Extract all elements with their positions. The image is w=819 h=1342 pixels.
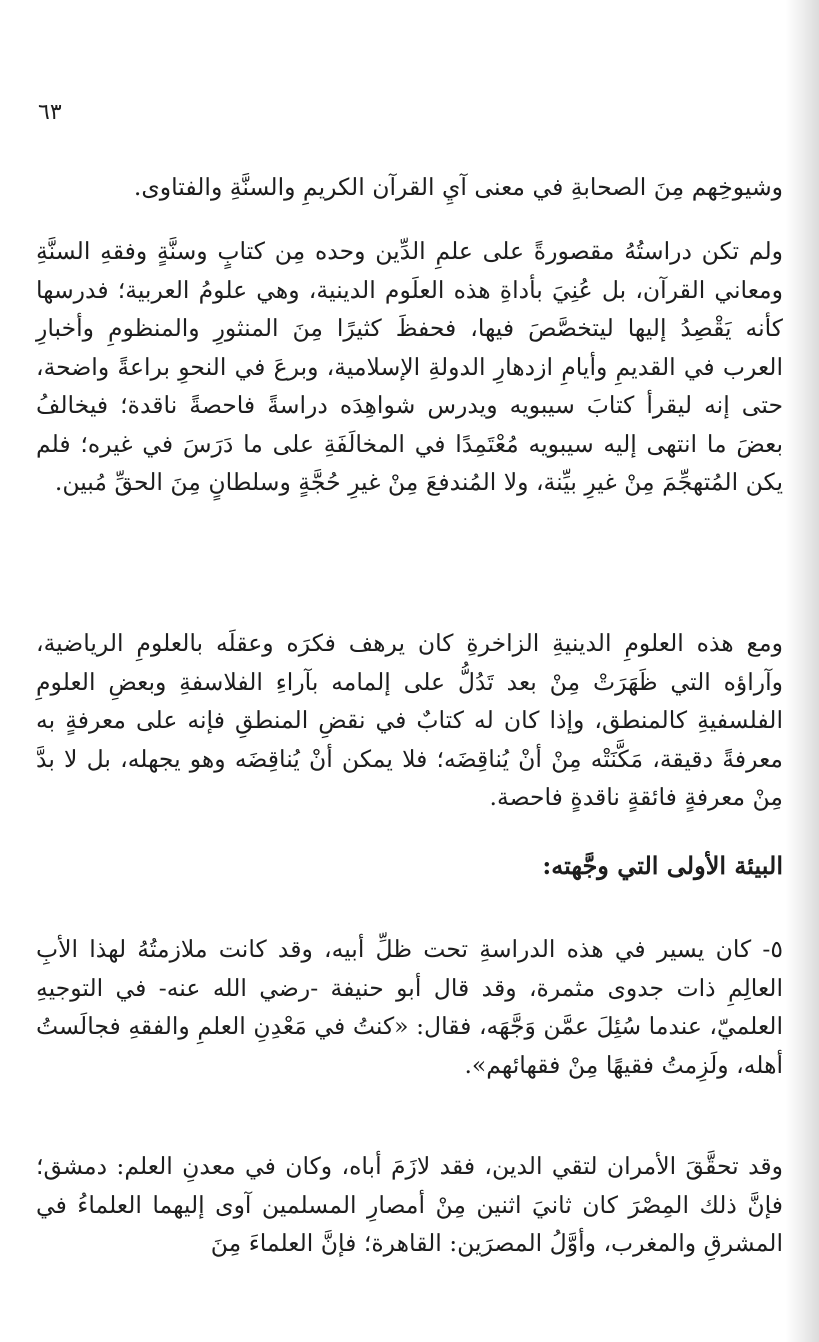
paragraph-father: ٥- كان يسير في هذه الدراسةِ تحت ظلِّ أبيه، وقد كانت ملازمتُهُ لهذا الأبِ العالِمِ ذات جدوى مثمرة، وقد قال أبو حنيفة -رضي الله عنه- في التوجيهِ العلميّ، عندما سُئِلَ عمَّن وَجَّهَه، فقال: «كنتُ في مَعْدِنِ العلمِ والفقهِ فجالَستُ أهله، ولَزِمتُ فقيهًا مِنْ فقهائهم». (36, 935, 783, 1079)
page-number: ٦٣ (38, 100, 62, 125)
scan-edge-shadow (785, 0, 819, 1342)
paragraph-sciences: ومع هذه العلومِ الدينيةِ الزاخرةِ كان يرهف فكرَه وعقلَه بالعلومِ الرياضية، وآراؤه التي ظَهَرَتْ مِنْ بعد تَدُلُّ على إلمامه بآراءِ الفلاسفةِ وبعضِ العلومِ الفلسفيةِ كالمنطق، وإذا كان له كتابٌ في نقضِ المنطقِ فإنه على معرفةٍ به معرفةً دقيقة، مَكَّنَتْه مِنْ أنْ يُناقِضَه؛ فلا يمكن أنْ يُناقِضَه وهو يجهله، بل لا بدَّ مِنْ معرفةٍ فائقةٍ ناقدةٍ فاحصة. (36, 629, 783, 811)
paragraph-continuation: وشيوخِهم مِنَ الصحابةِ في معنى آيِ القرآن الكريمِ والسنَّةِ والفتاوى. (133, 173, 783, 201)
paragraph-damascus: وقد تحقَّقَ الأمران لتقي الدين، فقد لازَمَ أباه، وكان في معدنِ العلم: دمشق؛ فإنَّ ذلك المِصْرَ كان ثانيَ اثنين مِنْ أمصارِ المسلمين آوى إليهما العلماءُ في المشرقِ والمغرب، وأوَّلُ المصرَين: القاهرة؛ فإنَّ العلماءَ مِنَ (36, 1152, 783, 1257)
section-heading: البيئة الأولى التي وجَّهته: (542, 851, 783, 880)
paragraph-studies: ولم تكن دراستُهُ مقصورةً على علمِ الدِّين وحده مِن كتابٍ وسنَّةٍ وفقهِ السنَّةِ ومعاني القرآن، بل عُنِيَ بأداةِ هذه العلَوم الدينية، وهي علومُ العربية؛ فدرسها كأنه يَقْصِدُ إليها ليتخصَّصَ فيها، فحفظَ كثيرًا مِنَ المنثورِ والمنظومِ وأخبارِ العرب في القديمِ وأيامِ ازدهارِ الدولةِ الإسلامية، وبرعَ في النحوِ براعةً واضحة، حتى إنه ليقرأ كتابَ سيبويه ويدرس شواهِدَه دراسةً فاحصةً ناقدة؛ فيخالفُ بعضَ ما انتهى إليه سيبويه مُعْتَمِدًا في المخالَفَةِ على ما دَرَسَ في غيره؛ فلم يكن المُتهجِّمَ مِنْ غيرِ بيِّنة، ولا المُندفعَ مِنْ غيرِ حُجَّةٍ وسلطانٍ مِنَ الحقِّ مُبين. (36, 237, 783, 496)
